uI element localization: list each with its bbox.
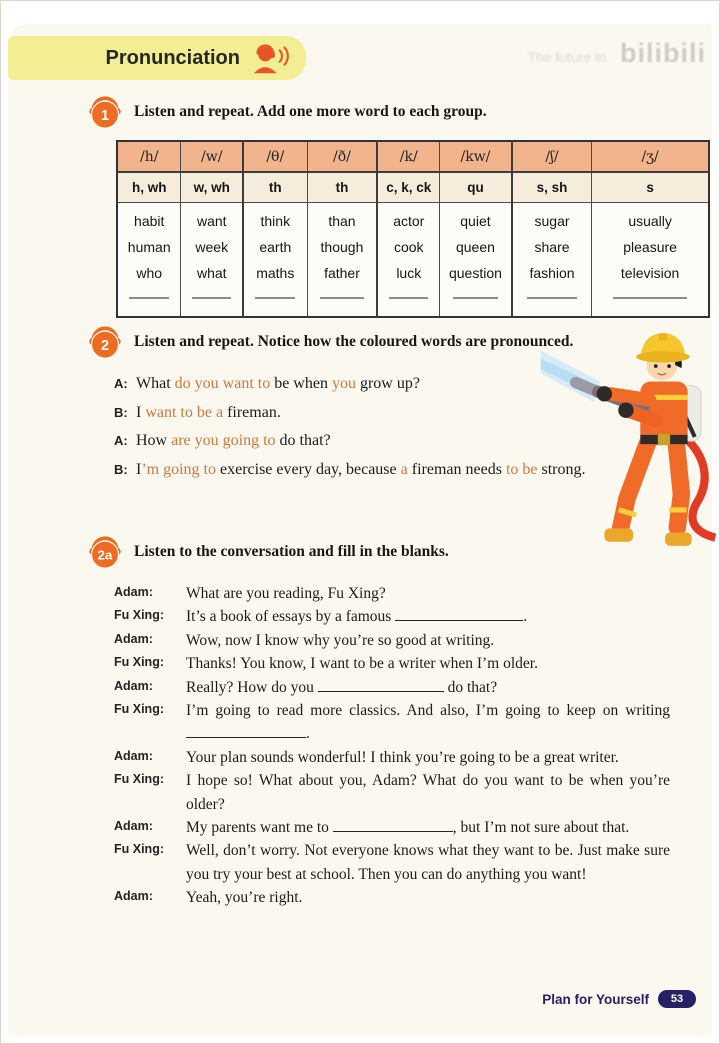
answer-blank xyxy=(453,297,498,299)
exercise-2a-heading xyxy=(86,534,449,570)
word: question xyxy=(448,265,502,281)
text-segment: a xyxy=(400,460,412,478)
watermark xyxy=(527,38,706,69)
fill-in-blank xyxy=(186,725,306,738)
text-segment: My parents want me to xyxy=(186,819,333,837)
exercise-2-instruction: Listen and repeat. Notice how the coloured words are pronounced. xyxy=(134,333,574,350)
word-group-cell xyxy=(377,203,439,318)
word-group-cell xyxy=(592,203,709,318)
word: than xyxy=(328,213,356,229)
page-background xyxy=(8,24,712,1036)
text-segment: Wow, now I know why you’re so good at writing. xyxy=(186,631,495,649)
spelling-row xyxy=(117,172,709,203)
answer-blank xyxy=(389,297,428,299)
dialogue-text xyxy=(136,399,281,428)
svg-text:2a: 2a xyxy=(97,547,113,563)
conversation-line xyxy=(114,699,674,746)
conversation-text xyxy=(186,886,670,909)
fireman-illustration xyxy=(540,326,716,552)
spelling-cell: h, wh xyxy=(117,172,181,203)
phoneme-cell: /w/ xyxy=(181,141,243,172)
conversation-line xyxy=(114,746,670,769)
text-segment: , but I’m not sure about that. xyxy=(452,819,630,837)
speaker-label: Adam: xyxy=(114,748,153,763)
word: week xyxy=(195,239,229,255)
phoneme-cell: /θ/ xyxy=(243,141,307,172)
conversation-line xyxy=(114,816,670,839)
phoneme-cell: /k/ xyxy=(377,141,439,172)
answer-blank xyxy=(320,297,364,299)
answer-blank xyxy=(192,297,231,299)
word-group-cell xyxy=(243,203,307,318)
conversation-line xyxy=(114,769,674,816)
page-footer xyxy=(542,990,696,1008)
phonics-table xyxy=(116,140,710,318)
dialogue-text xyxy=(136,370,420,399)
text-segment: to be xyxy=(505,460,542,478)
text-segment: . xyxy=(523,608,528,626)
conversation-text xyxy=(186,676,670,699)
word: luck xyxy=(396,265,422,281)
conversation-text xyxy=(186,605,670,628)
exercise-1-heading xyxy=(86,94,487,130)
text-segment: do that? xyxy=(279,432,331,449)
speaker-label: Adam: xyxy=(114,631,153,646)
text-segment: I xyxy=(136,403,146,421)
speaker-label: Fu Xing: xyxy=(114,772,164,787)
word-group-cell xyxy=(512,203,592,318)
text-segment: strong. xyxy=(541,460,586,478)
conversation-line xyxy=(114,886,670,909)
conversation-text xyxy=(186,769,674,816)
text-segment: Really? How do you xyxy=(186,678,318,696)
exercise-2a-instruction: Listen to the conversation and fill in the blanks. xyxy=(134,543,449,560)
conversation-line xyxy=(114,582,670,605)
word: television xyxy=(620,265,680,281)
word: think xyxy=(260,213,291,229)
conversation-line xyxy=(114,676,670,699)
answer-blank xyxy=(527,297,577,299)
headphones-number-badge-2a xyxy=(86,534,124,570)
svg-text:2: 2 xyxy=(100,337,110,354)
headphones-number-badge-2 xyxy=(86,324,124,360)
phoneme-row xyxy=(117,141,709,172)
bilibili-logo: bilibili xyxy=(620,38,706,68)
text-segment: you xyxy=(331,375,360,392)
word-group-cell xyxy=(440,203,512,318)
word: earth xyxy=(259,239,292,255)
conversation xyxy=(114,582,674,910)
word: maths xyxy=(256,265,295,281)
word: who xyxy=(136,265,163,281)
text-segment: . xyxy=(306,725,310,743)
speaker-label: Fu Xing: xyxy=(114,655,164,670)
fill-in-blank xyxy=(318,679,444,692)
conversation-line xyxy=(114,629,670,652)
word-group-cell xyxy=(117,203,181,318)
word: though xyxy=(320,239,364,255)
word-group-cell xyxy=(307,203,377,318)
word-row xyxy=(117,203,709,318)
speaker-label: Adam: xyxy=(114,819,153,834)
word: human xyxy=(127,239,171,255)
text-segment: are you going to xyxy=(171,432,280,449)
fill-in-blank xyxy=(395,608,523,621)
phoneme-cell: /ð/ xyxy=(307,141,377,172)
unit-title: Plan for Yourself xyxy=(542,991,649,1007)
phoneme-cell: /ʒ/ xyxy=(592,141,709,172)
word: actor xyxy=(393,213,425,229)
exercise-2-heading xyxy=(86,324,573,360)
speaker-label: Fu Xing: xyxy=(114,842,164,857)
spelling-cell: c, k, ck xyxy=(377,172,439,203)
text-segment: exercise every day, because xyxy=(220,460,401,478)
word: want xyxy=(196,213,227,229)
word: queen xyxy=(455,239,495,255)
svg-text:1: 1 xyxy=(100,107,110,124)
speaker-label: A: xyxy=(114,433,128,448)
text-segment: I’m going to read more classics. And also, I’m going to keep on writing xyxy=(186,702,674,720)
spelling-cell: s, sh xyxy=(512,172,592,203)
text-segment: want to be a xyxy=(145,403,228,421)
speaker-label: Adam: xyxy=(114,585,153,599)
conversation-text xyxy=(186,746,670,769)
speaker-label: A: xyxy=(114,376,128,391)
text-segment: ’m going to xyxy=(141,460,220,478)
text-segment: What are you reading, Fu Xing? xyxy=(186,585,386,602)
conversation-line xyxy=(114,839,674,886)
dialogue-text xyxy=(136,456,585,485)
text-segment: Your plan sounds wonderful! I think you’re going to be a great writer. xyxy=(186,748,619,766)
text-segment: What xyxy=(136,375,175,392)
exercise-1-instruction: Listen and repeat. Add one more word to each group. xyxy=(134,103,487,120)
word: father xyxy=(324,265,360,281)
text-segment: I xyxy=(136,460,142,478)
text-segment: Yeah, you’re right. xyxy=(186,889,303,907)
page-number-badge: 53 xyxy=(658,990,696,1008)
text-segment: fireman. xyxy=(227,403,281,421)
word: cook xyxy=(393,239,424,255)
speaker-label: Fu Xing: xyxy=(114,702,164,717)
spelling-cell: qu xyxy=(440,172,512,203)
text-segment: fireman needs xyxy=(411,460,506,478)
word-group-cell xyxy=(181,203,243,318)
word: share xyxy=(534,239,570,255)
phoneme-cell: /ʃ/ xyxy=(512,141,592,172)
text-segment: do that? xyxy=(443,678,498,696)
speaker-label: Adam: xyxy=(114,678,153,693)
spelling-cell: th xyxy=(243,172,307,203)
conversation-text xyxy=(186,629,670,652)
phoneme-cell: /kw/ xyxy=(440,141,512,172)
text-segment: It’s a book of essays by a famous xyxy=(186,608,396,626)
word: habit xyxy=(134,213,165,229)
phoneme-cell: /h/ xyxy=(117,141,181,172)
speaker-label: Adam: xyxy=(114,889,153,904)
word: quiet xyxy=(460,213,491,229)
answer-blank xyxy=(129,297,169,299)
spelling-cell: w, wh xyxy=(181,172,243,203)
conversation-text xyxy=(186,839,674,886)
spelling-cell: th xyxy=(307,172,377,203)
text-segment: I hope so! What about you, Adam? What do you want to be when you’re older? xyxy=(186,772,674,813)
conversation-line xyxy=(114,605,670,628)
conversation-text xyxy=(186,816,670,839)
watermark-text: The future in xyxy=(527,49,606,65)
section-title: Pronunciation xyxy=(105,46,240,69)
speaker-label: Fu Xing: xyxy=(114,608,164,623)
text-segment: do you want to xyxy=(174,375,275,392)
text-segment: How xyxy=(136,432,172,449)
dialogue-text xyxy=(136,427,331,456)
speaker-label: B: xyxy=(114,461,128,477)
conversation-text xyxy=(186,699,674,746)
spelling-cell: s xyxy=(592,172,709,203)
word: usually xyxy=(628,213,672,229)
answer-blank xyxy=(255,297,295,299)
text-segment: be when xyxy=(274,375,332,392)
conversation-text xyxy=(186,652,670,675)
speaker-headset-icon xyxy=(250,41,292,75)
conversation-line xyxy=(114,652,670,675)
headphones-number-badge-1 xyxy=(86,94,124,130)
word: what xyxy=(196,265,227,281)
word: pleasure xyxy=(623,239,677,255)
word: sugar xyxy=(534,213,570,229)
conversation-text xyxy=(186,582,670,605)
speaker-label: B: xyxy=(114,404,128,420)
text-segment: Well, don’t worry. Not everyone knows what they want to be. Just make sure you try your best at school. Then you can do anything you want! xyxy=(186,842,674,883)
text-segment: Thanks! You know, I want to be a writer when I’m older. xyxy=(186,655,538,673)
pronunciation-banner xyxy=(8,36,306,80)
word: fashion xyxy=(529,265,575,281)
fill-in-blank xyxy=(333,819,453,832)
answer-blank xyxy=(613,297,687,299)
text-segment: grow up? xyxy=(359,375,420,392)
